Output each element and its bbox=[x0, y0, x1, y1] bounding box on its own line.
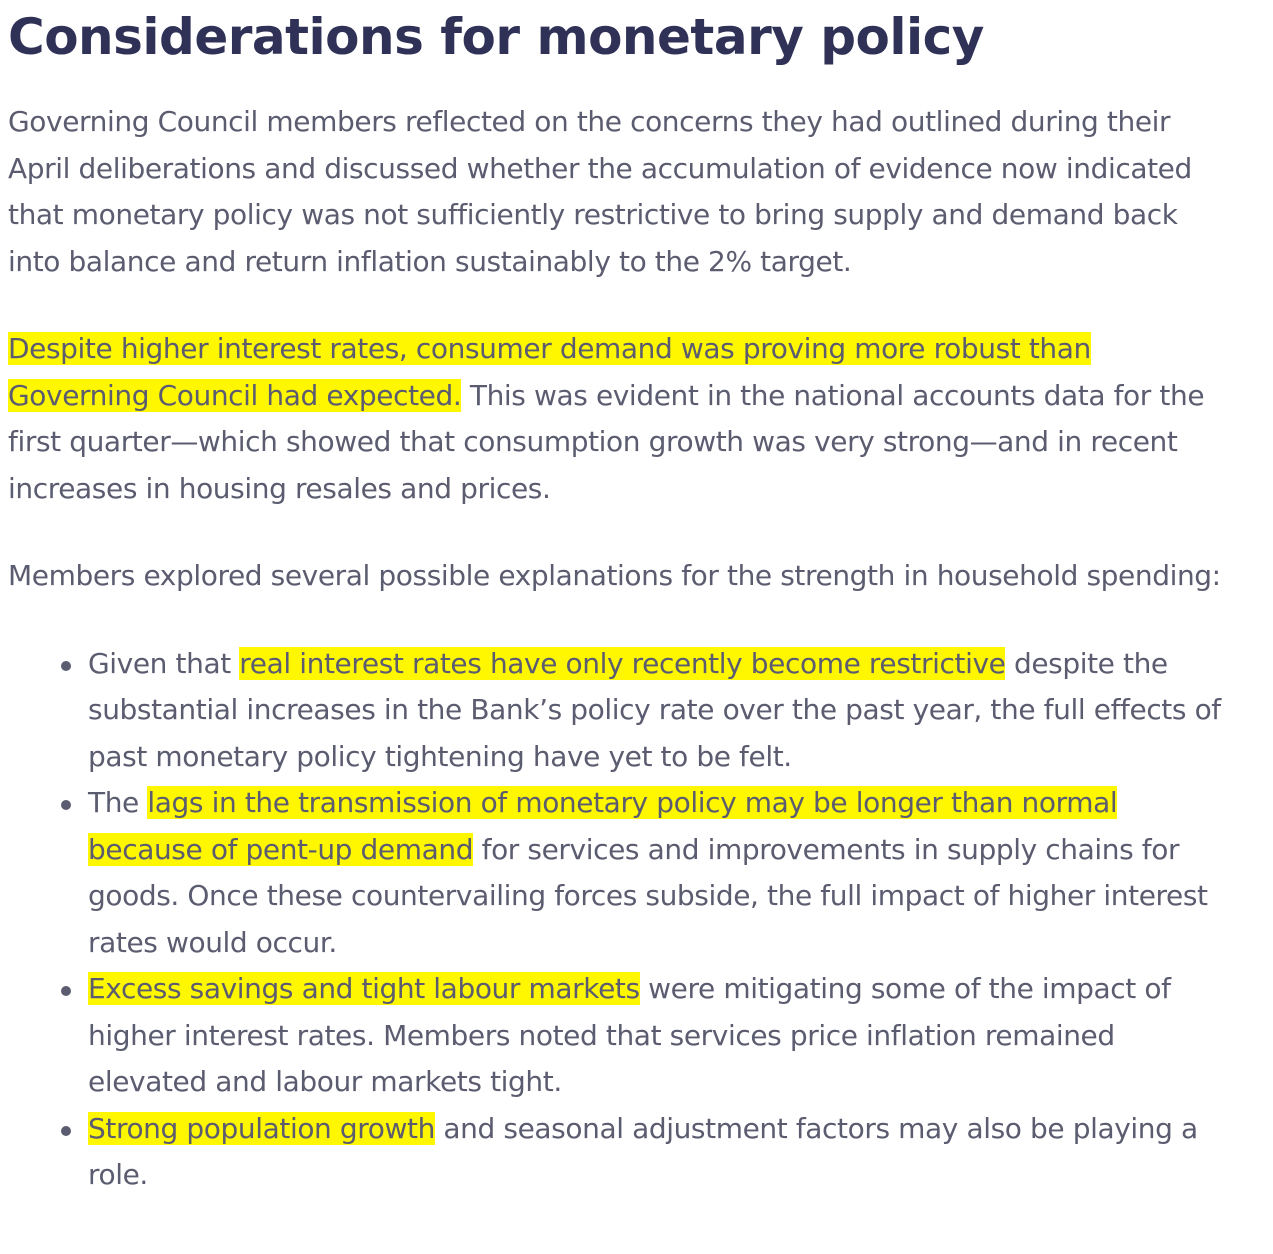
list-item-text: and seasonal adjustment factors may also be playing a role. bbox=[88, 1111, 1198, 1191]
highlighted-text: lags in the transmission of monetary policy may be longer than normal because of pent-up demand bbox=[88, 786, 1118, 866]
list-item-text: despite the substantial increases in the Bank’s policy rate over the past year, the full effects of past monetary policy tightening have yet to be felt. bbox=[88, 646, 1221, 773]
list-item bbox=[88, 966, 1233, 1106]
highlighted-text: real interest rates have only recently become restrictive bbox=[239, 646, 1006, 680]
highlighted-text: Excess savings and tight labour markets bbox=[88, 972, 640, 1005]
highlighted-text: Strong population growth bbox=[88, 1111, 435, 1145]
list-item bbox=[88, 1106, 1233, 1199]
list-item-text: were mitigating some of the impact of higher interest rates. Members noted that services price inflation remained elevated and labour markets tight. bbox=[88, 972, 1171, 1098]
list-item-text: Given that bbox=[88, 646, 240, 680]
paragraph-intro: Governing Council members reflected on the concerns they had outlined during their April deliberations and discussed whether the accumulation of evidence now indicated that monetary policy was not sufficiently restrictive to bring supply and demand back into balance and return inflation sustainably to the 2% target. bbox=[8, 105, 1192, 278]
page-title: Considerations for monetary policy bbox=[8, 8, 984, 66]
paragraph-explanations-intro: Members explored several possible explanations for the strength in household spending: bbox=[8, 559, 1221, 592]
paragraph-text: This was evident in the national accounts data for the first quarter—which showed that consumption growth was very strong—and in recent increases in housing resales and prices. bbox=[8, 378, 1205, 505]
list-item bbox=[88, 780, 1233, 966]
explanations-list bbox=[8, 641, 1233, 1199]
list-item-text: for services and improvements in supply chains for goods. Once these countervailing forces subside, the full impact of higher interest rates would occur. bbox=[88, 832, 1208, 959]
list-item-text: The bbox=[88, 786, 148, 819]
highlighted-text: Despite higher interest rates, consumer demand was proving more robust than Governing Council had expected. bbox=[8, 332, 1091, 412]
paragraph-consumer-demand bbox=[8, 326, 1233, 512]
list-item bbox=[88, 641, 1233, 781]
